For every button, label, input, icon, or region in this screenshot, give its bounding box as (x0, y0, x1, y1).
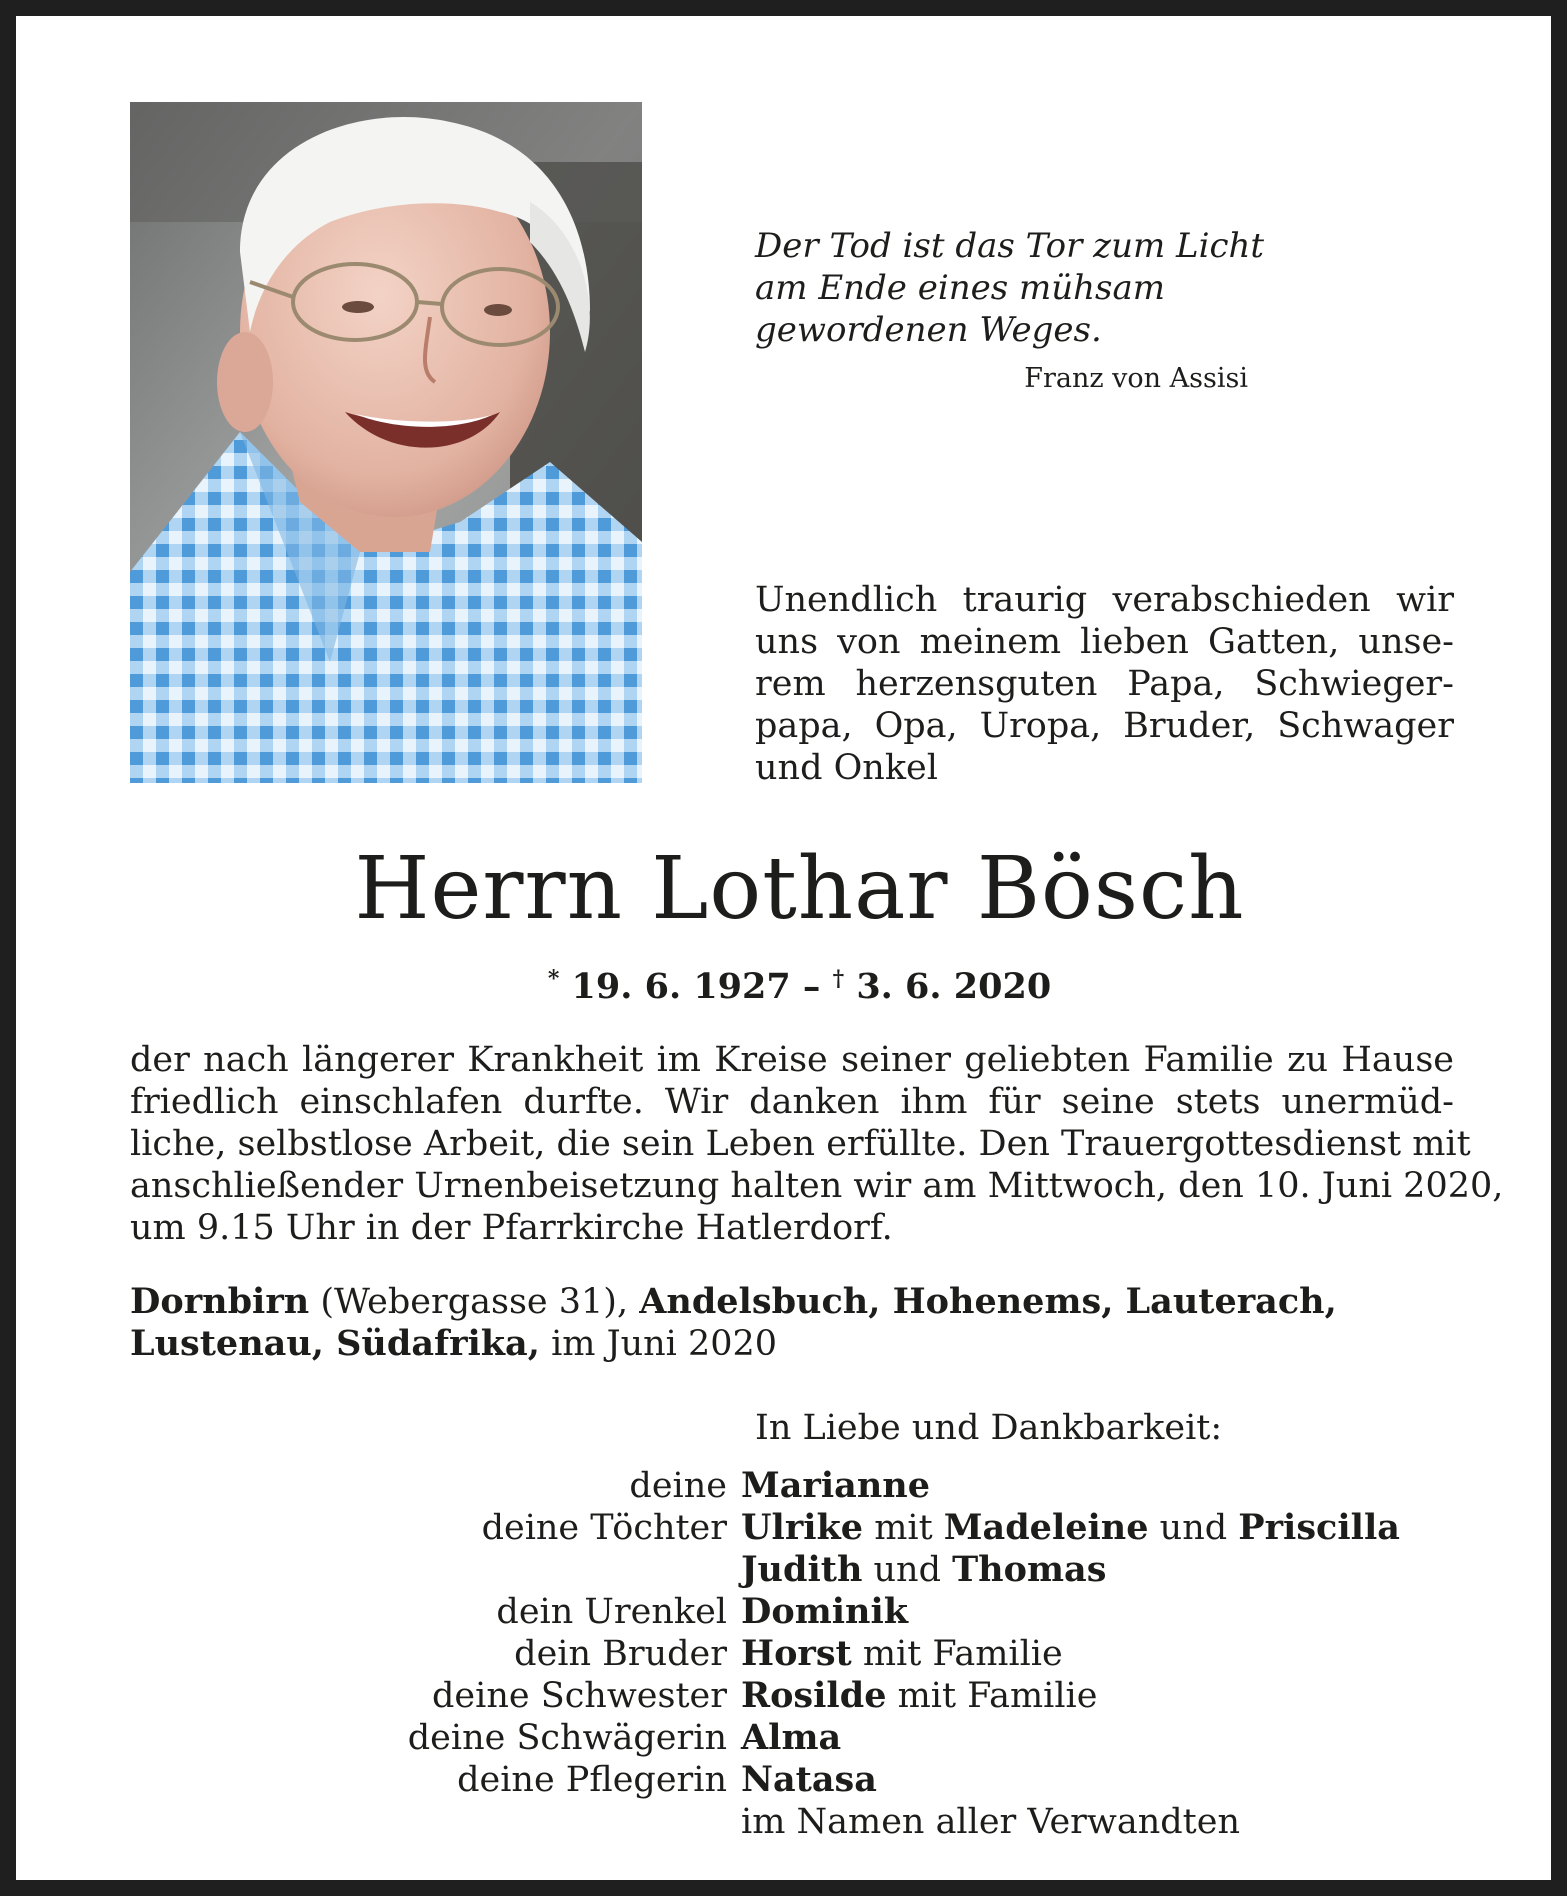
quote-line: am Ende eines mühsam (755, 268, 1165, 308)
list-item (316, 1759, 1456, 1801)
body-line: liche, selbstlose Arbeit, die sein Leben erfüllte. Den Trauergottesdienst mit (130, 1124, 1471, 1164)
relation: dein Bruder (514, 1634, 727, 1674)
places-row-1 (130, 1281, 1454, 1323)
intro-line: uns von meinem lieben Gatten, unse- (755, 622, 1454, 662)
towns: Lustenau, Südafrika, (130, 1323, 540, 1364)
list-item (316, 1591, 1456, 1633)
relation: deine (629, 1466, 727, 1506)
signatures-heading: In Liebe und Dankbarkeit: (755, 1408, 1223, 1448)
joiner: mit Familie (851, 1634, 1063, 1674)
list-item (316, 1549, 1456, 1591)
person-name: Alma (741, 1717, 842, 1758)
obituary-page (16, 16, 1551, 1880)
intro-line: und Onkel (755, 748, 938, 788)
birth-date: 19. 6. 1927 (571, 966, 791, 1007)
relation: deine Pflegerin (457, 1760, 727, 1800)
person-name: Thomas (952, 1549, 1107, 1590)
portrait-illustration (130, 102, 642, 783)
person-name: Horst (741, 1633, 852, 1674)
list-item (316, 1507, 1456, 1549)
death-date: 3. 6. 2020 (856, 966, 1052, 1007)
names (741, 1465, 1456, 1507)
names (741, 1759, 1456, 1801)
quote-line: gewordenen Weges. (755, 310, 1102, 350)
place-date: im Juni 2020 (551, 1324, 778, 1364)
joiner: und (862, 1550, 953, 1590)
relation: deine Schwägerin (407, 1718, 727, 1758)
person-name: Priscilla (1238, 1507, 1400, 1548)
relation (316, 1549, 741, 1591)
person-name: Ulrike (741, 1507, 864, 1548)
body-line: anschließender Urnenbeisetzung halten wir am Mittwoch, den 10. Juni 2020, (130, 1166, 1504, 1206)
names (741, 1507, 1456, 1549)
list-item (316, 1801, 1456, 1843)
names (741, 1591, 1456, 1633)
city: Dornbirn (130, 1281, 310, 1322)
signatures-closing: im Namen aller Verwandten (741, 1802, 1240, 1842)
relation: dein Urenkel (496, 1592, 727, 1632)
list-item (316, 1675, 1456, 1717)
body-text (130, 1039, 1504, 1249)
places-line (130, 1281, 1454, 1365)
person-name: Madeleine (943, 1507, 1149, 1548)
names (741, 1717, 1456, 1759)
person-name: Marianne (741, 1465, 930, 1506)
intro-text (755, 579, 1454, 789)
quote-line: Der Tod ist das Tor zum Licht (755, 226, 1265, 266)
body-line: friedlich einschlafen durfte. Wir danken ihm für seine stets unermüd- (130, 1082, 1454, 1122)
list-item (316, 1717, 1456, 1759)
person-name: Judith (741, 1549, 863, 1590)
joiner: mit (863, 1508, 944, 1548)
joiner: und (1148, 1508, 1239, 1548)
deceased-name: Herrn Lothar Bösch (354, 839, 1245, 939)
epigraph-quote (755, 225, 1275, 351)
relation: deine Töchter (481, 1508, 727, 1548)
list-item (316, 1633, 1456, 1675)
person-name: Rosilde (741, 1675, 887, 1716)
body-line: um 9.15 Uhr in der Pfarrkirche Hatlerdorf. (130, 1208, 893, 1248)
intro-line: papa, Opa, Uropa, Bruder, Schwager (755, 706, 1454, 746)
relation (316, 1801, 741, 1843)
life-dates (16, 966, 1567, 1007)
towns: Andelsbuch, Hohenems, Lauterach, (639, 1281, 1337, 1322)
relation: deine Schwester (432, 1676, 727, 1716)
names (741, 1549, 1456, 1591)
names (741, 1633, 1456, 1675)
date-separator: – (802, 966, 821, 1007)
joiner: mit Familie (886, 1676, 1098, 1716)
person-name: Dominik (741, 1591, 909, 1632)
names (741, 1675, 1456, 1717)
birth-symbol: * (547, 966, 560, 992)
quote-author: Franz von Assisi (1024, 363, 1248, 394)
death-symbol: † (832, 966, 845, 992)
address: (Webergasse 31), (320, 1282, 629, 1322)
body-line: der nach längerer Krankheit im Kreise seiner geliebten Familie zu Hause (130, 1040, 1454, 1080)
signatures-list (316, 1465, 1456, 1843)
portrait-photo (130, 102, 642, 783)
person-name: Natasa (741, 1759, 877, 1800)
intro-line: rem herzensguten Papa, Schwieger- (755, 664, 1454, 704)
intro-line: Unendlich traurig verabschieden wir (755, 580, 1454, 620)
places-row-2 (130, 1323, 1454, 1365)
list-item (316, 1465, 1456, 1507)
